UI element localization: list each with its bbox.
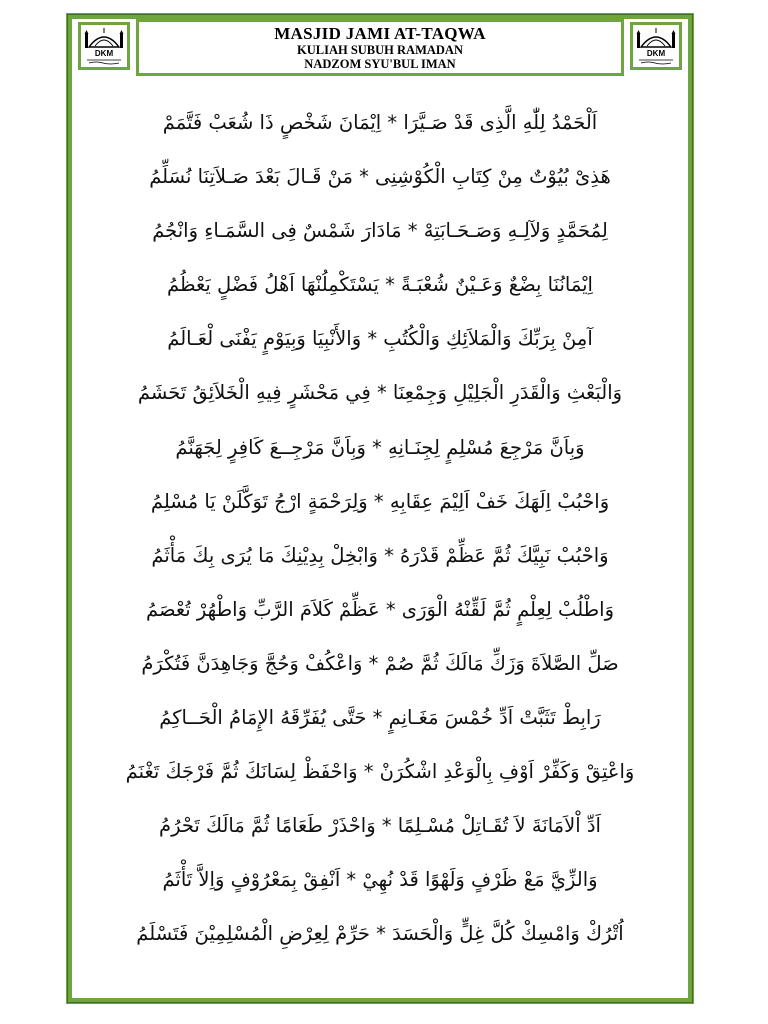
- verse-list: [84, 96, 676, 962]
- verse-line: وَاعْتِقْ وَكَفِّرْ اَوْفِ بِالْوَعْدِ اشْكُرَنْ * وَاحْفَظْ لِسَانَكَ ثُمَّ فَرْجَكَ تَغْنَمُ: [125, 760, 635, 784]
- verse-line: وَالْبَعْثِ وَالْقَدَرِ الْجَلِيْلِ وَجِمْعِنَا * فِي مَحْشَرٍ فِيهِ الْخَلاَئِقُ تَحَشَمُ: [137, 381, 623, 405]
- verse-line: رَابِطْ تَثَبَّتْ اَدِّ خُمْسَ مَغَـانِمٍ * حَتَّى يُفَرِّقَهُ الإِمَامُ الْحَــاكِمُ: [159, 706, 601, 730]
- logo-text: DKM: [646, 49, 666, 58]
- verse-line: وَالزِّيَّ مَعْ ظَرْفٍ وَلَهْوًا قَدْ نُهِيْ * اَنْفِقْ بِمَعْرُوْفٍ وَاِلاَّ تَأْثَمُ: [162, 868, 598, 892]
- verse-line: آمِنْ بِرَبِّكَ وَالْمَلاَئِكِ وَالْكُتُبِ * وَالأَنْبِيَا وَبِيَوْمٍ يَفْنَى لْعَـالَمُ: [167, 327, 593, 351]
- verse-line: اَدِّ اْلاَمَانَةَ لاَ تُقَـاتِلْ مُسْـلِمًا * وَاحْذَرْ طَعَامًا ثُمَّ مَالَكَ تَحْرُمُ: [159, 814, 601, 838]
- page-title: MASJID JAMI AT-TAQWA: [274, 24, 486, 43]
- header: [72, 19, 688, 78]
- verse-line: وَاطْلُبْ لِعِلْمٍ ثُمَّ لَقِّنْهُ الْوَرَى * عَظِّمْ كَلاَمَ الرَّبِّ وَاطْهُرْ تُعْصَمُ: [145, 597, 615, 621]
- verse-line: صَلِّ الصَّلاَةَ وَزَكِّ مَالَكَ ثُمَّ صُمْ * وَاعْكُفْ وَحُجَّ وَجَاهِدَنَّ فَتُكْرَمُ: [141, 651, 619, 675]
- dkm-logo-right-icon: [630, 22, 682, 70]
- verse-line: اَلْحَمْدُ لِلّٰهِ الَّذِى قَدْ صَـيَّرَا * اِيْمَانَ شَخْصٍ ذَا شُعَبْ فَتَّمَمْ: [162, 111, 598, 134]
- verse-line: اِيْمَانُنَا بِضْعٌ وَعَـيْنٌ شُعْبَـةً * يَسْتَكْمِلُنْهَا اَهْلُ فَضْلٍ يَعْظُمُ: [167, 273, 593, 297]
- page-subtitle: KULIAH SUBUH RAMADAN: [297, 43, 463, 57]
- logo-text: DKM: [94, 49, 114, 58]
- title-box: [136, 19, 624, 76]
- dkm-logo-left-icon: [78, 22, 130, 70]
- verse-line: وَاحْبُبْ اِلَهَكَ خَفْ اَلِيْمَ عِقَابِهِ * وَلِرَحْمَةٍ ارْجُ تَوَكَّلَنْ يَا مُسْلِمُ: [150, 489, 610, 513]
- page-subtitle-2: NADZOM SYU'BUL IMAN: [304, 57, 456, 71]
- verse-line: وَاحْبُبْ نَبِيَّكَ ثُمَّ عَظِّمْ قَدْرَهُ * وَابْخِلْ بِدِيْنِكَ مَا يُرَى بِكَ مَأْثَمُ: [151, 543, 609, 567]
- verse-line: هَذِىْ بُيُوْتٌ مِنْ كِتَابِ الْكُوْشِنِى * مَنْ قَـالَ بَعْدَ صَـلاَتِنَا نُسَلِّمُ: [149, 165, 611, 189]
- verse-line: اُتْرُكْ وَامْسِكْ كُلَّ غِلٍّ وَالْحَسَدَ * حَرِّمْ لِعِرْضِ الْمُسْلِمِيْنَ فَتَسْلَمُ: [136, 922, 624, 946]
- verse-line: لِمُحَمَّدٍ وَلآلِـهِ وَصَـحَـابَتِهْ * مَادَارَ شَمْسٌ فِى السَّمَـاءِ وَانْجُمُ: [152, 219, 608, 243]
- verse-line: وَبِاَنَّ مَرْجِعَ مُسْلِمٍ لِجِنَـانِهِ * وَبِاَنَّ مَرْجِــعَ كَافِرٍ لِجَهَنَّمُ: [175, 435, 585, 459]
